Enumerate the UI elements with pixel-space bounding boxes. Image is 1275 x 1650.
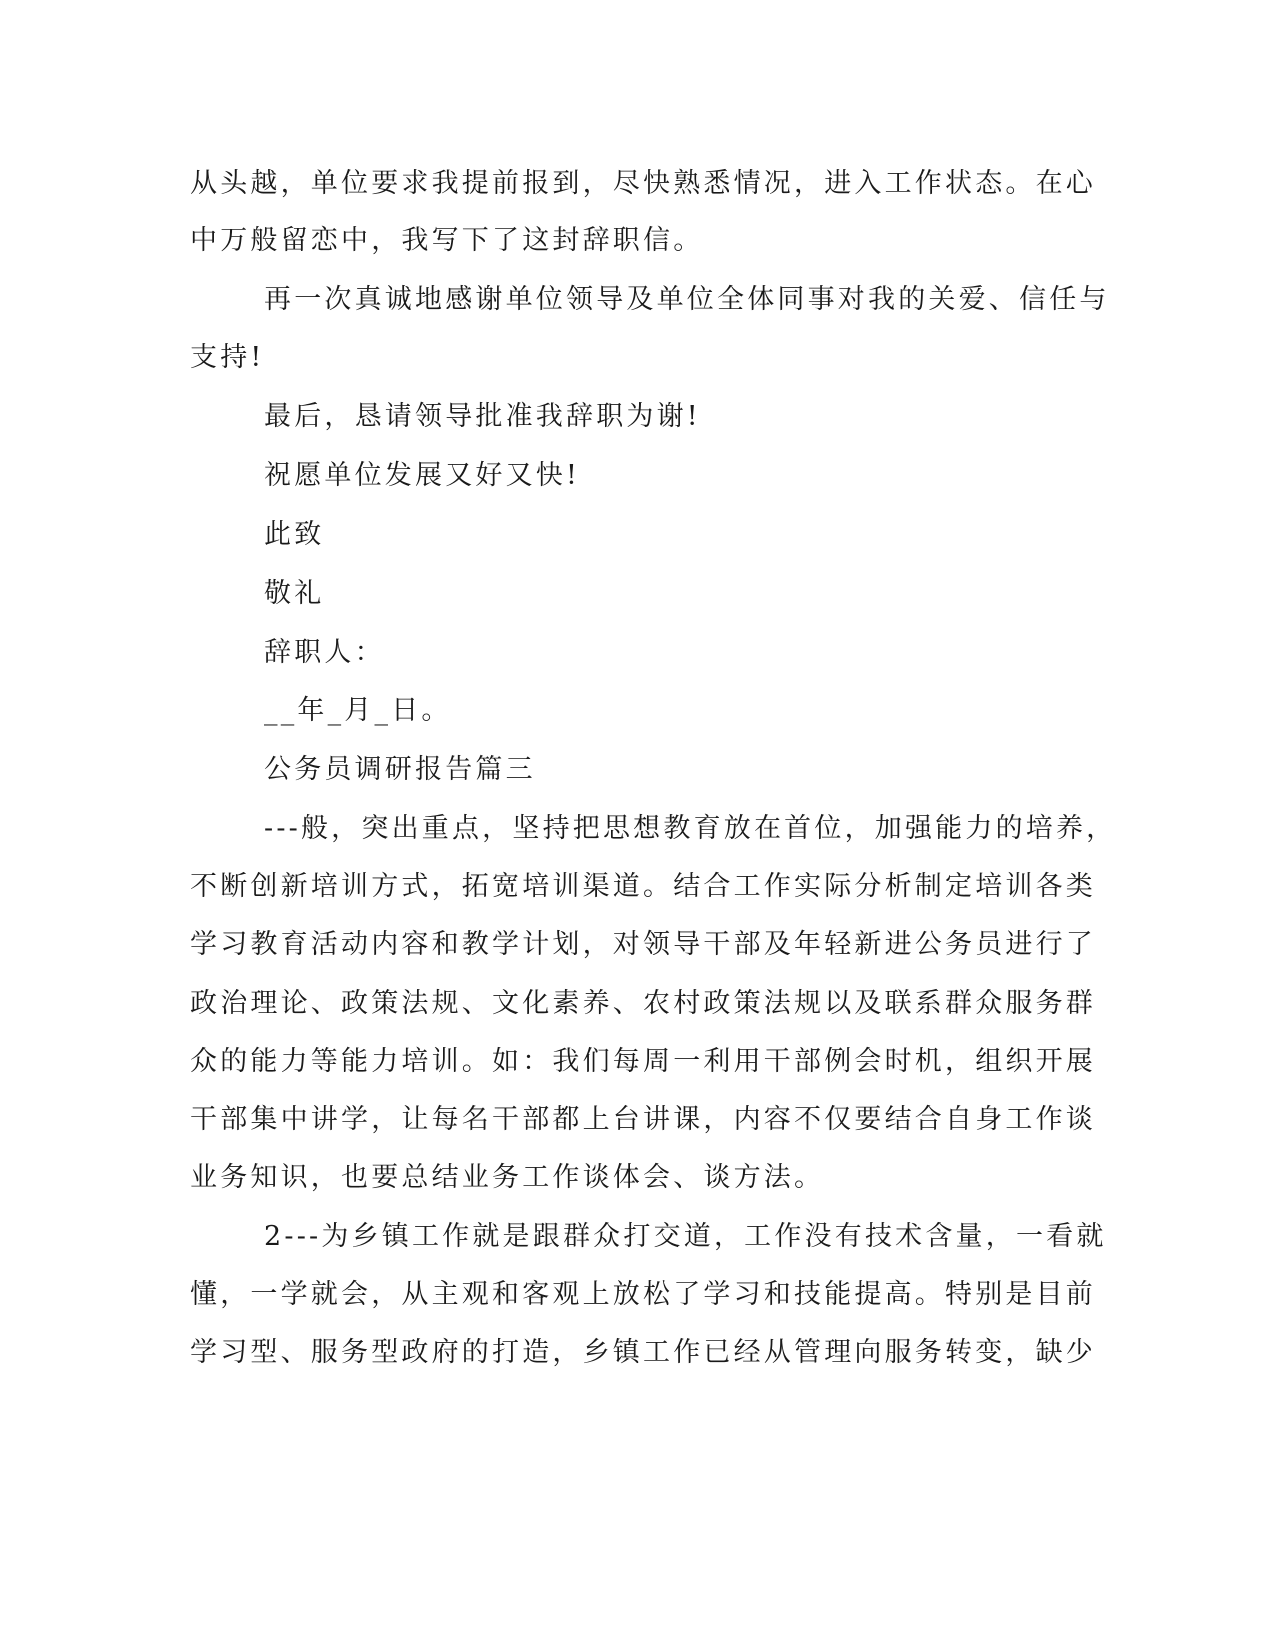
text-line: 学习型、服务型政府的打造，乡镇工作已经从管理向服务转变，缺少 (190, 1337, 1096, 1368)
text-line: 懂，一学就会，从主观和客观上放松了学习和技能提高。特别是目前 (190, 1279, 1096, 1310)
text-line: 此致 (264, 519, 325, 550)
text-line: 支持! (190, 342, 265, 373)
text-line: 学习教育活动内容和教学计划，对领导干部及年轻新进公务员进行了 (190, 929, 1096, 960)
text-line: 政治理论、政策法规、文化素养、农村政策法规以及联系群众服务群 (190, 988, 1096, 1019)
text-line: 业务知识，也要总结业务工作谈体会、谈方法。 (190, 1162, 825, 1193)
text-line: 2---为乡镇工作就是跟群众打交道，工作没有技术含量，一看就 (264, 1221, 1107, 1252)
date-line: __年_月_日。 (264, 695, 452, 726)
text-line: 中万般留恋中，我写下了这封辞职信。 (190, 225, 704, 256)
text-line: 众的能力等能力培训。如：我们每周一利用干部例会时机，组织开展 (190, 1046, 1096, 1077)
text-line: 从头越，单位要求我提前报到，尽快熟悉情况，进入工作状态。在心 (190, 168, 1096, 199)
signer-label: 辞职人： (264, 637, 385, 668)
text-line: 干部集中讲学，让每名干部都上台讲课，内容不仅要结合自身工作谈 (190, 1104, 1096, 1135)
text-line: 不断创新培训方式，拓宽培训渠道。结合工作实际分析制定培训各类 (190, 871, 1096, 902)
section-heading: 公务员调研报告篇三 (264, 754, 536, 785)
text-line: 敬礼 (264, 578, 325, 609)
text-line: 最后，恳请领导批准我辞职为谢! (264, 401, 701, 432)
text-line: 再一次真诚地感谢单位领导及单位全体同事对我的关爱、信任与 (264, 284, 1110, 315)
text-line: 祝愿单位发展又好又快! (264, 460, 581, 491)
text-line: ---般，突出重点，坚持把思想教育放在首位，加强能力的培养， (264, 813, 1117, 844)
